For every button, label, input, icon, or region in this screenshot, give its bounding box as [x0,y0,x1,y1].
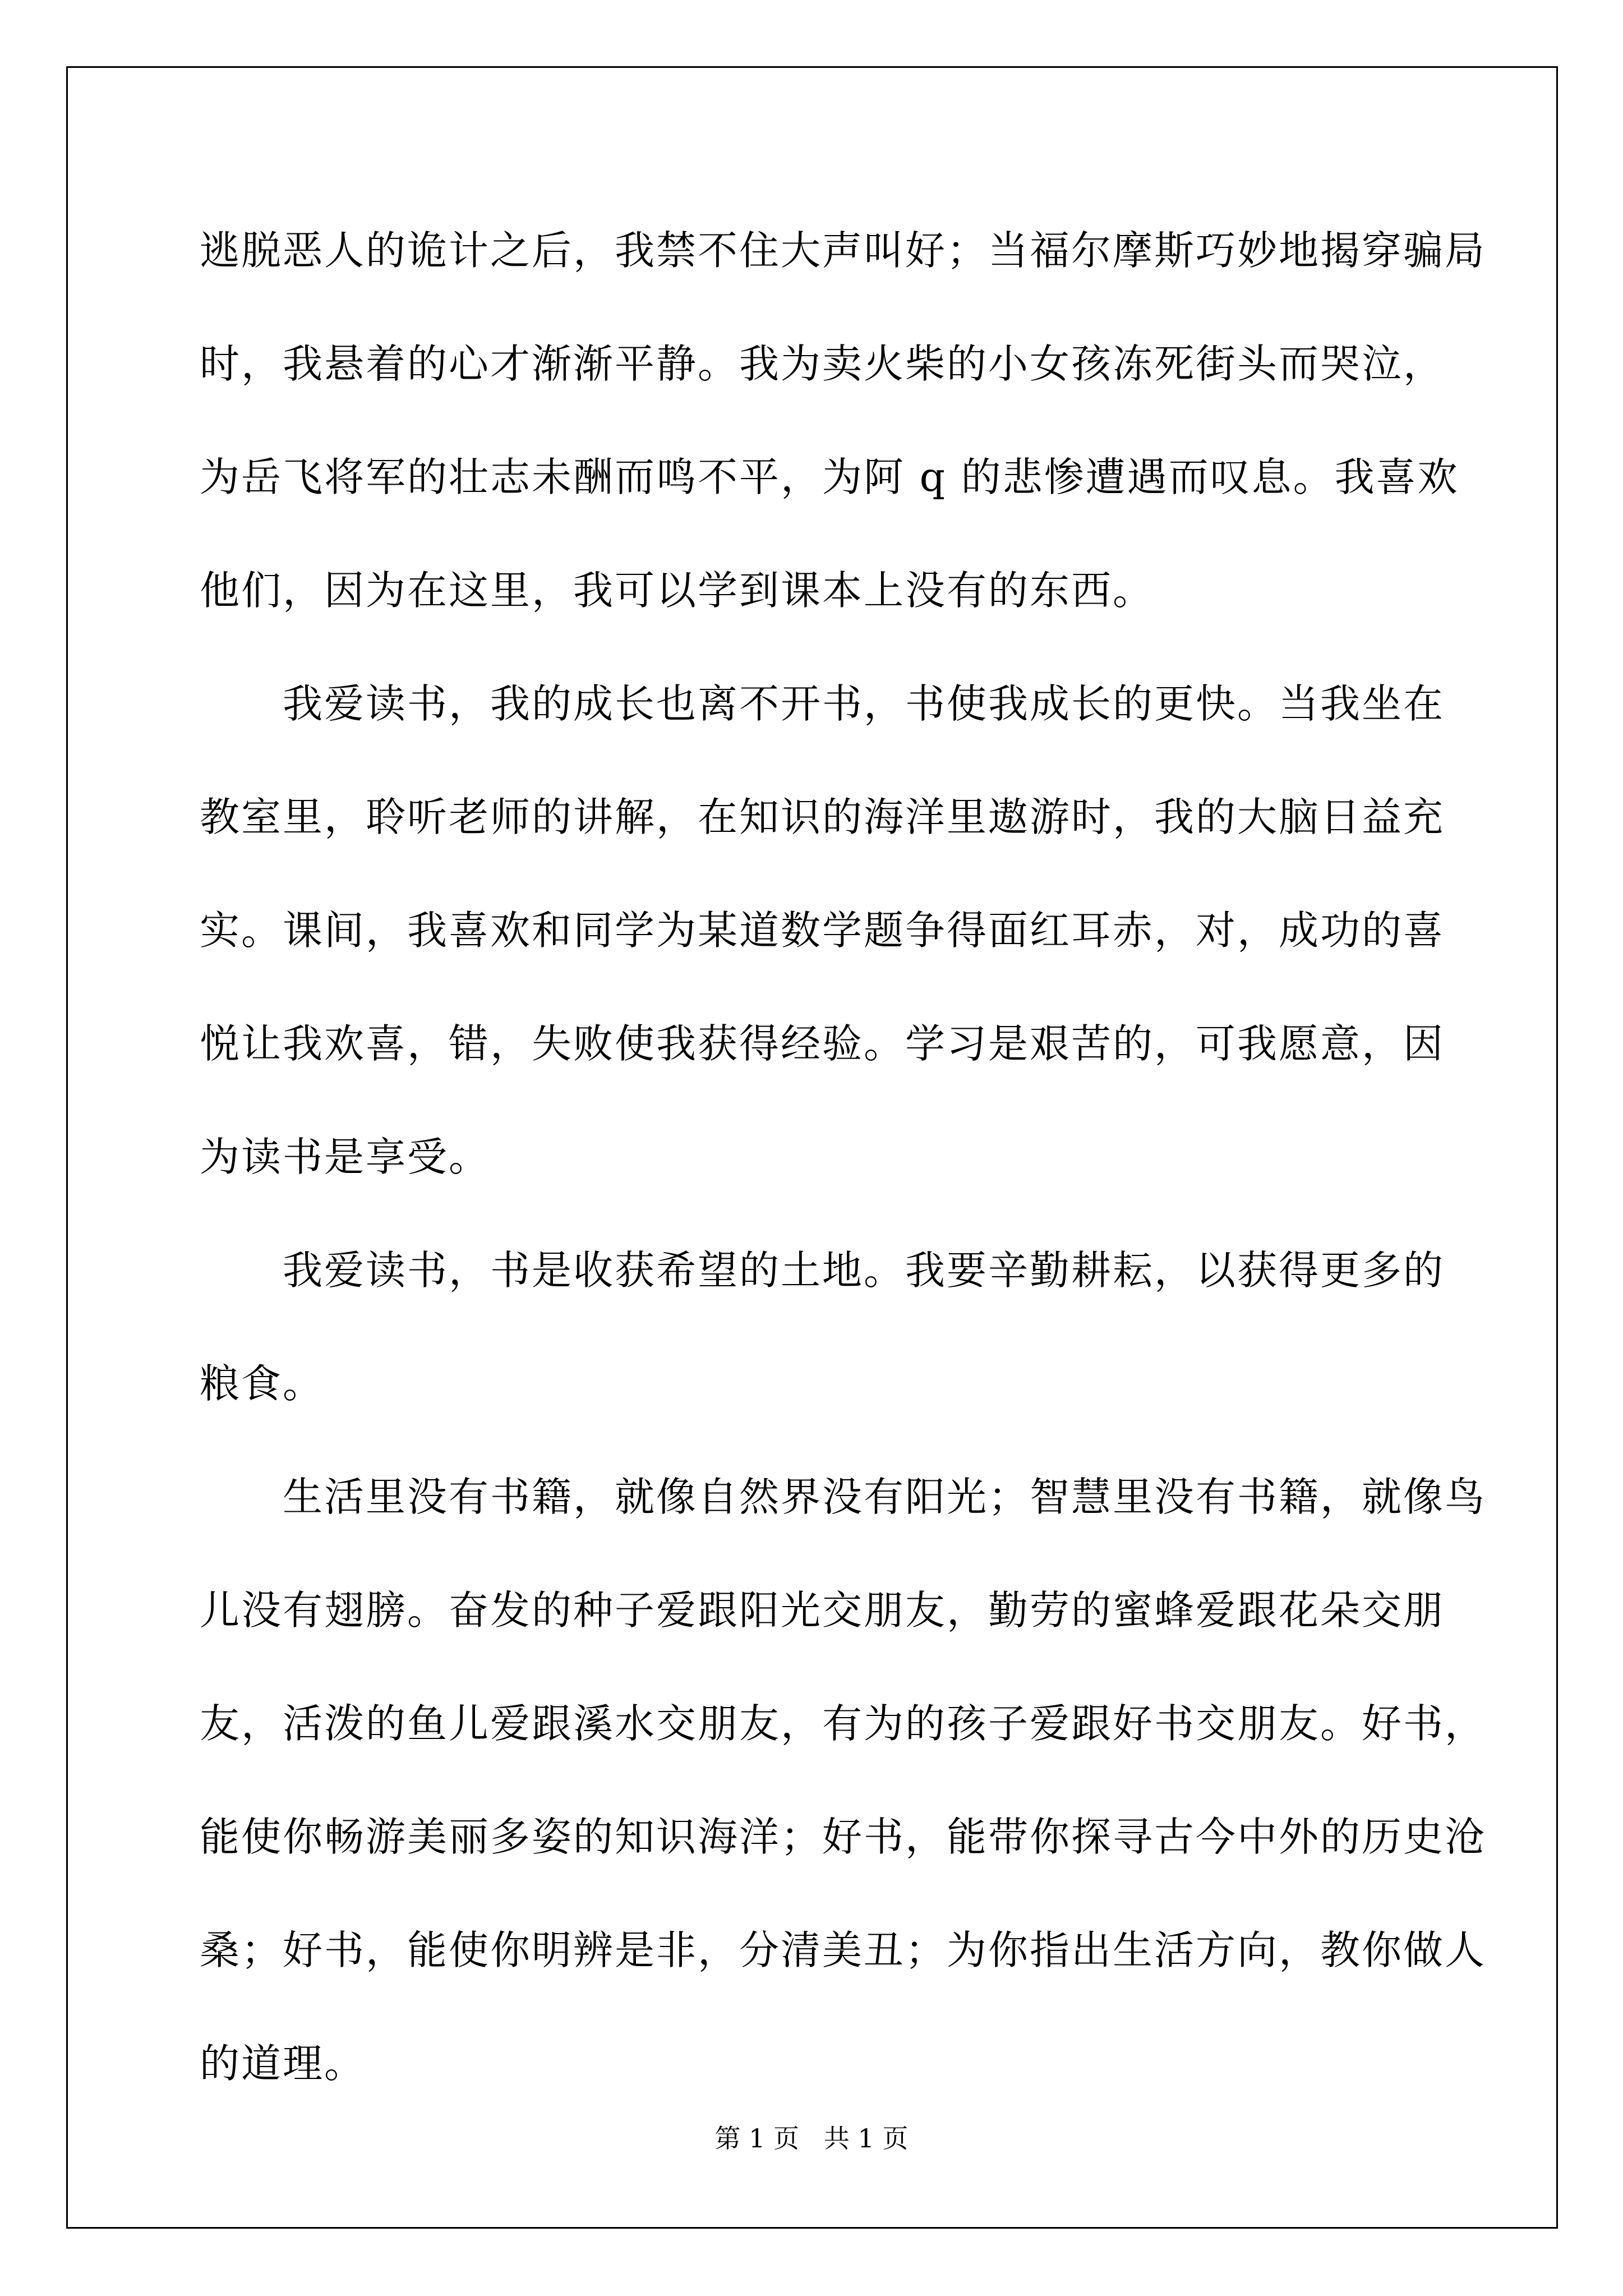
text-line: 为岳飞将军的壮志未酬而鸣不平，为阿 q 的悲惨遭遇而叹息。我喜欢 [200,454,1459,500]
paragraph-start-line: 我爱读书，我的成长也离不开书，书使我成长的更快。当我坐在 [283,680,1445,727]
document-body [200,209,1487,2135]
text-line: 为读书是享受。 [200,1134,491,1180]
text-line: 教室里，聆听老师的讲解，在知识的海洋里遨游时，我的大脑日益充 [200,794,1445,840]
text-line: 的道理。 [200,2040,366,2087]
page-footer: 第 1 页 共 1 页 [714,2123,909,2154]
text-line: 儿没有翅膀。奋发的种子爱跟阳光交朋友，勤劳的蜜蜂爱跟花朵交朋 [200,1587,1445,1634]
text-line: 时，我悬着的心才渐渐平静。我为卖火柴的小女孩冻死街头而哭泣， [200,341,1445,387]
text-line: 能使你畅游美丽多姿的知识海洋；好书，能带你探寻古今中外的历史沧 [200,1814,1487,1860]
text-line: 粮食。 [200,1360,325,1407]
text-line: 桑；好书，能使你明辨是非，分清美丑；为你指出生活方向，教你做人 [200,1927,1487,1973]
paragraph-start-line: 生活里没有书籍，就像自然界没有阳光；智慧里没有书籍，就像鸟 [283,1474,1487,1520]
text-line: 实。课间，我喜欢和同学为某道数学题争得面红耳赤，对，成功的喜 [200,907,1445,954]
paragraph-start-line: 我爱读书，书是收获希望的土地。我要辛勤耕耘，以获得更多的 [283,1247,1445,1294]
text-line: 他们，因为在这里，我可以学到课本上没有的东西。 [200,567,1155,614]
text-line: 友，活泼的鱼儿爱跟溪水交朋友，有为的孩子爱跟好书交朋友。好书， [200,1700,1487,1747]
text-line: 逃脱恶人的诡计之后，我禁不住大声叫好；当福尔摩斯巧妙地揭穿骗局 [200,227,1487,274]
text-line: 悦让我欢喜，错，失败使我获得经验。学习是艰苦的，可我愿意，因 [200,1020,1445,1067]
